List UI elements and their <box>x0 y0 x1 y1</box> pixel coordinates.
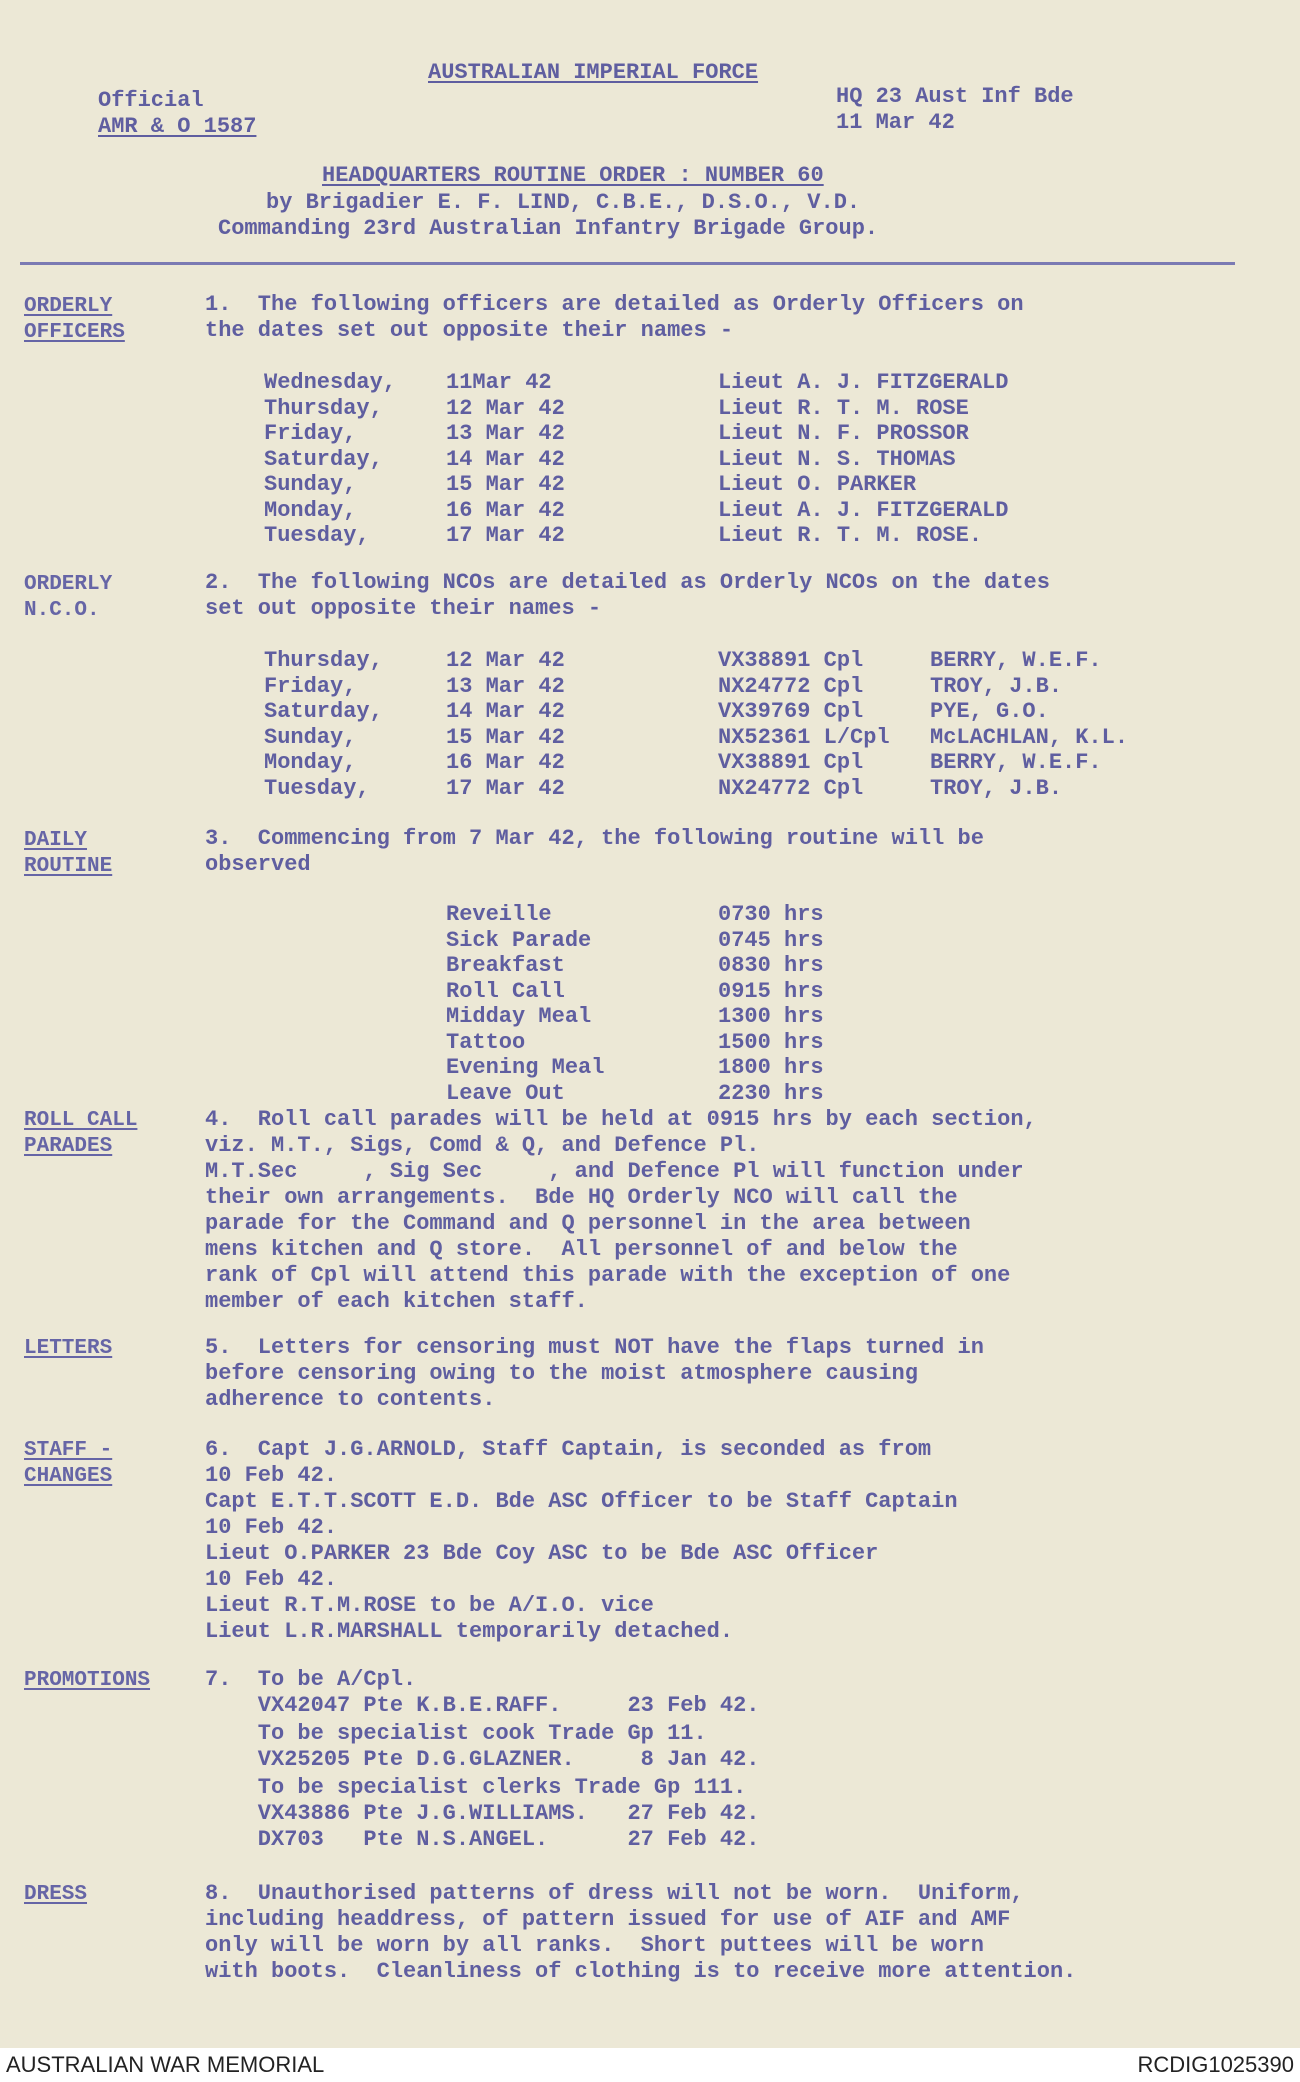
para-3-line-1: 3. Commencing from 7 Mar 42, the following routine will be <box>205 826 984 851</box>
para-6-line: 10 Feb 42. <box>205 1463 338 1488</box>
order-title: HEADQUARTERS ROUTINE ORDER : NUMBER 60 <box>322 163 824 188</box>
para-8-line: including headdress, of pattern issued for use of AIF and AMF <box>205 1907 1011 1932</box>
table-row: Evening Meal 1800 hrs <box>446 1055 824 1080</box>
table-row: Sunday, 15 Mar 42 NX52361 L/Cpl McLACHLAN, K.L. <box>264 724 1129 750</box>
para-4-line: M.T.Sec , Sig Sec , and Defence Pl will function under <box>205 1159 1024 1184</box>
para-6-line: Lieut R.T.M.ROSE to be A/I.O. vice <box>205 1593 654 1618</box>
table-row: Thursday, 12 Mar 42 VX38891 Cpl BERRY, W.E.F. <box>264 648 1102 673</box>
table-row: Monday, 16 Mar 42 VX38891 Cpl BERRY, W.E.F. <box>264 750 1102 775</box>
reference-number: AMR & O 1587 <box>98 114 257 139</box>
para-4-line: member of each kitchen staff. <box>205 1289 588 1314</box>
para-4-line: their own arrangements. Bde HQ Orderly NCO will call the <box>205 1185 958 1210</box>
table-row: Breakfast 0830 hrs <box>446 953 824 978</box>
order-date: 11 Mar 42 <box>836 110 955 135</box>
para-4-line: parade for the Command and Q personnel in the area between <box>205 1211 971 1236</box>
footer-source: AUSTRALIAN WAR MEMORIAL <box>6 2052 325 2077</box>
para-8-line: with boots. Cleanliness of clothing is to receive more attention. <box>205 1959 1077 1984</box>
table-row: Roll Call 0915 hrs <box>446 978 824 1004</box>
para-2-line-1: 2. The following NCOs are detailed as Orderly NCOs on the dates <box>205 570 1050 595</box>
para-5-line: adherence to contents. <box>205 1387 496 1412</box>
footer-id: RCDIG1025390 <box>1137 2052 1294 2077</box>
hq-label: HQ 23 Aust Inf Bde <box>836 84 1074 109</box>
table-row: Thursday, 12 Mar 42 Lieut R. T. M. ROSE <box>264 395 969 421</box>
table-row: Friday, 13 Mar 42 Lieut N. F. PROSSOR <box>264 421 969 446</box>
para-2-line-2: set out opposite their names - <box>205 596 602 621</box>
margin-staff-changes: STAFF - CHANGES <box>24 1439 113 1488</box>
margin-daily-routine: DAILY ROUTINE <box>24 829 113 878</box>
table-row: Wednesday, 11Mar 42 Lieut A. J. FITZGERALD <box>264 370 1009 395</box>
official-label: Official <box>98 88 204 113</box>
daily-routine-table <box>446 902 824 1106</box>
table-row: Saturday, 14 Mar 42 VX39769 Cpl PYE, G.O. <box>264 699 1049 724</box>
para-7-line: 7. To be A/Cpl. <box>205 1667 417 1692</box>
para-5-line: 5. Letters for censoring must NOT have the flaps turned in <box>205 1335 984 1360</box>
margin-dress: DRESS <box>24 1883 88 1906</box>
para-1-line-1: 1. The following officers are detailed as Orderly Officers on <box>205 292 1024 317</box>
margin-letters: LETTERS <box>24 1337 113 1360</box>
margin-orderly-officers: ORDERLY OFFICERS <box>24 295 125 344</box>
para-6-line: Lieut L.R.MARSHALL temporarily detached. <box>205 1619 734 1644</box>
table-row: Tattoo 1500 hrs <box>446 1029 824 1055</box>
para-3-line-2: observed <box>205 852 311 877</box>
order-by: by Brigadier E. F. LIND, C.B.E., D.S.O., V.D. <box>266 190 861 215</box>
margin-roll-call: ROLL CALL PARADES <box>24 1109 138 1158</box>
para-7-line: VX43886 Pte J.G.WILLIAMS. 27 Feb 42. <box>205 1801 760 1826</box>
archive-footer <box>0 2048 1300 2082</box>
force-heading: AUSTRALIAN IMPERIAL FORCE <box>428 60 759 85</box>
header-divider <box>20 262 1235 265</box>
table-row: Monday, 16 Mar 42 Lieut A. J. FITZGERALD <box>264 497 1009 523</box>
para-5-line: before censoring owing to the moist atmosphere causing <box>205 1361 918 1386</box>
order-commanding: Commanding 23rd Australian Infantry Brigade Group. <box>218 216 879 241</box>
para-7-line: DX703 Pte N.S.ANGEL. 27 Feb 42. <box>205 1827 760 1852</box>
para-4-line: 4. Roll call parades will be held at 0915 hrs by each section, <box>205 1107 1037 1132</box>
para-7-line: VX25205 Pte D.G.GLAZNER. 8 Jan 42. <box>205 1747 760 1772</box>
table-row: Sick Parade 0745 hrs <box>446 927 824 953</box>
para-4-line: rank of Cpl will attend this parade with the exception of one <box>205 1263 1011 1288</box>
table-row: Sunday, 15 Mar 42 Lieut O. PARKER <box>264 472 917 497</box>
table-row: Friday, 13 Mar 42 NX24772 Cpl TROY, J.B. <box>264 673 1063 699</box>
para-7-line: To be specialist clerks Trade Gp 111. <box>205 1775 747 1800</box>
table-row: Tuesday, 17 Mar 42 Lieut R. T. M. ROSE. <box>264 523 983 548</box>
para-8-line: only will be worn by all ranks. Short puttees will be worn <box>205 1933 984 1958</box>
table-row: Midday Meal 1300 hrs <box>446 1004 824 1029</box>
para-7-line: VX42047 Pte K.B.E.RAFF. 23 Feb 42. <box>205 1693 760 1718</box>
orderly-officers-table <box>264 370 1008 549</box>
para-7-line: To be specialist cook Trade Gp 11. <box>205 1721 707 1746</box>
para-4-line: mens kitchen and Q store. All personnel of and below the <box>205 1237 958 1262</box>
table-row: Saturday, 14 Mar 42 Lieut N. S. THOMAS <box>264 446 956 472</box>
para-1-line-2: the dates set out opposite their names - <box>205 318 734 343</box>
para-6-line: 10 Feb 42. <box>205 1515 338 1540</box>
table-row: Tuesday, 17 Mar 42 NX24772 Cpl TROY, J.B. <box>264 775 1063 801</box>
margin-promotions: PROMOTIONS <box>24 1669 151 1692</box>
table-row: Reveille 0730 hrs <box>446 902 824 927</box>
para-4-line: viz. M.T., Sigs, Comd & Q, and Defence Pl. <box>205 1133 760 1158</box>
para-6-line: 10 Feb 42. <box>205 1567 338 1592</box>
para-8-line: 8. Unauthorised patterns of dress will not be worn. Uniform, <box>205 1881 1024 1906</box>
margin-orderly-nco: ORDERLY N.C.O. <box>24 573 113 622</box>
para-6-line: Capt E.T.T.SCOTT E.D. Bde ASC Officer to be Staff Captain <box>205 1489 958 1514</box>
para-6-line: 6. Capt J.G.ARNOLD, Staff Captain, is seconded as from <box>205 1437 932 1462</box>
table-row: Leave Out 2230 hrs <box>446 1080 824 1106</box>
orderly-nco-table <box>264 648 1128 801</box>
para-6-line: Lieut O.PARKER 23 Bde Coy ASC to be Bde ASC Officer <box>205 1541 879 1566</box>
